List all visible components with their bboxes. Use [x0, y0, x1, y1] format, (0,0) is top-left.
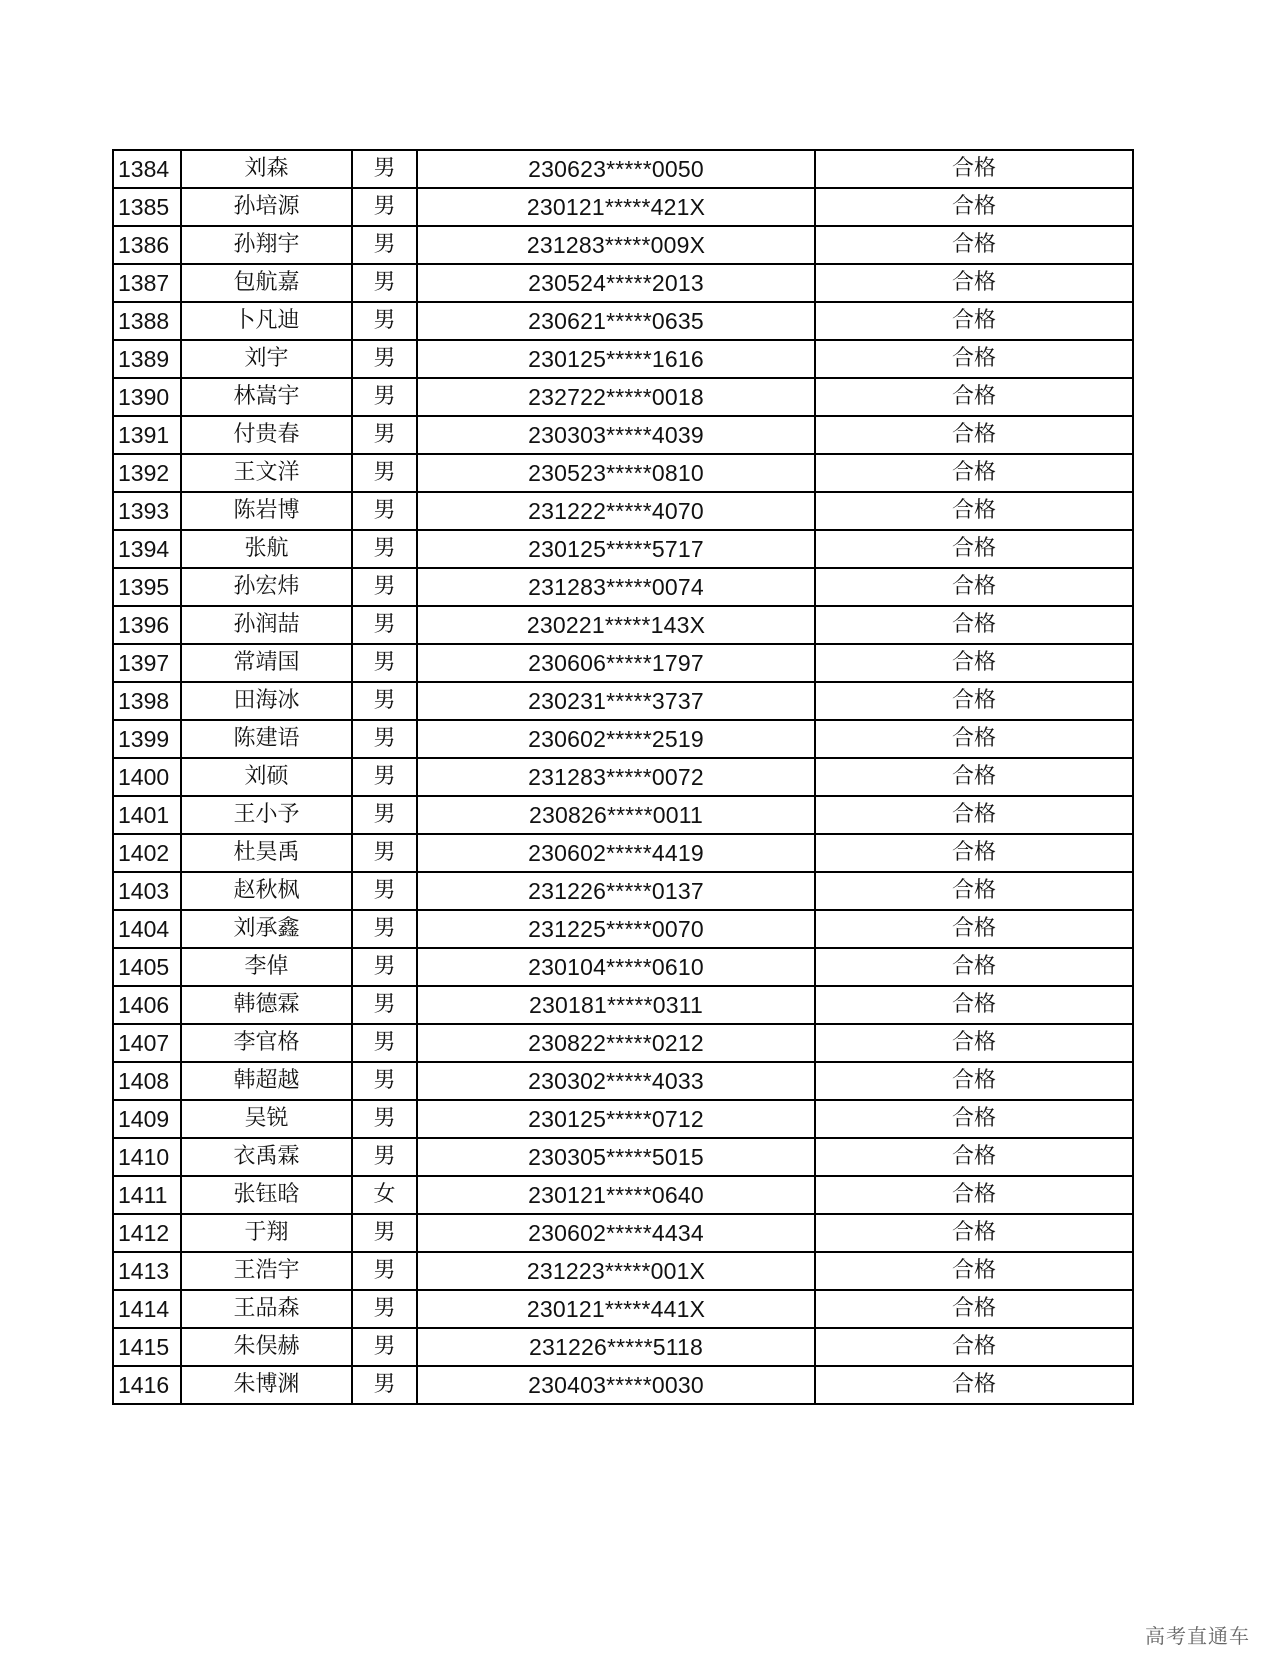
gender-cell: 男: [352, 1290, 417, 1328]
result-cell: 合格: [815, 1252, 1133, 1290]
row-number-cell: 1400: [113, 758, 181, 796]
name-cell: 刘承鑫: [181, 910, 352, 948]
table-row: [113, 302, 1133, 340]
result-cell: 合格: [815, 1290, 1133, 1328]
table-row: [113, 1366, 1133, 1404]
table-row: [113, 910, 1133, 948]
row-number-cell: 1409: [113, 1100, 181, 1138]
result-cell: 合格: [815, 1024, 1133, 1062]
gender-cell: 男: [352, 378, 417, 416]
table-row: [113, 416, 1133, 454]
gender-cell: 男: [352, 948, 417, 986]
id-number-cell: 230181*****0311: [417, 986, 815, 1024]
id-number-cell: 230121*****0640: [417, 1176, 815, 1214]
row-number-cell: 1388: [113, 302, 181, 340]
result-cell: 合格: [815, 226, 1133, 264]
table-row: [113, 1328, 1133, 1366]
row-number-cell: 1394: [113, 530, 181, 568]
row-number-cell: 1405: [113, 948, 181, 986]
table-row: [113, 720, 1133, 758]
id-number-cell: 231283*****009X: [417, 226, 815, 264]
result-cell: 合格: [815, 1328, 1133, 1366]
table-row: [113, 188, 1133, 226]
gender-cell: 男: [352, 682, 417, 720]
gender-cell: 男: [352, 1062, 417, 1100]
table-row: [113, 226, 1133, 264]
row-number-cell: 1391: [113, 416, 181, 454]
name-cell: 孙培源: [181, 188, 352, 226]
result-cell: 合格: [815, 758, 1133, 796]
id-number-cell: 231283*****0072: [417, 758, 815, 796]
watermark-text: 高考直通车: [1145, 1624, 1250, 1648]
gender-cell: 男: [352, 188, 417, 226]
name-cell: 刘宇: [181, 340, 352, 378]
result-cell: 合格: [815, 378, 1133, 416]
gender-cell: 男: [352, 150, 417, 188]
gender-cell: 男: [352, 758, 417, 796]
table-row: [113, 1252, 1133, 1290]
gender-cell: 男: [352, 1100, 417, 1138]
name-cell: 刘森: [181, 150, 352, 188]
name-cell: 王小予: [181, 796, 352, 834]
gender-cell: 女: [352, 1176, 417, 1214]
name-cell: 衣禹霖: [181, 1138, 352, 1176]
row-number-cell: 1402: [113, 834, 181, 872]
name-cell: 孙宏炜: [181, 568, 352, 606]
table-row: [113, 834, 1133, 872]
gender-cell: 男: [352, 226, 417, 264]
id-number-cell: 230621*****0635: [417, 302, 815, 340]
id-number-cell: 230104*****0610: [417, 948, 815, 986]
name-cell: 韩超越: [181, 1062, 352, 1100]
id-number-cell: 230125*****1616: [417, 340, 815, 378]
row-number-cell: 1404: [113, 910, 181, 948]
gender-cell: 男: [352, 1138, 417, 1176]
row-number-cell: 1393: [113, 492, 181, 530]
name-cell: 韩德霖: [181, 986, 352, 1024]
table-row: [113, 872, 1133, 910]
name-cell: 孙润喆: [181, 606, 352, 644]
result-cell: 合格: [815, 986, 1133, 1024]
id-number-cell: 230305*****5015: [417, 1138, 815, 1176]
result-cell: 合格: [815, 150, 1133, 188]
name-cell: 朱博渊: [181, 1366, 352, 1404]
row-number-cell: 1386: [113, 226, 181, 264]
row-number-cell: 1385: [113, 188, 181, 226]
table-row: [113, 1176, 1133, 1214]
gender-cell: 男: [352, 834, 417, 872]
row-number-cell: 1413: [113, 1252, 181, 1290]
row-number-cell: 1399: [113, 720, 181, 758]
table-row: [113, 568, 1133, 606]
table-row: [113, 1024, 1133, 1062]
result-cell: 合格: [815, 568, 1133, 606]
row-number-cell: 1401: [113, 796, 181, 834]
row-number-cell: 1408: [113, 1062, 181, 1100]
row-number-cell: 1410: [113, 1138, 181, 1176]
name-cell: 陈岩博: [181, 492, 352, 530]
gender-cell: 男: [352, 530, 417, 568]
name-cell: 杜昊禹: [181, 834, 352, 872]
name-cell: 李官格: [181, 1024, 352, 1062]
id-number-cell: 230623*****0050: [417, 150, 815, 188]
id-number-cell: 230231*****3737: [417, 682, 815, 720]
table-row: [113, 606, 1133, 644]
table-row: [113, 986, 1133, 1024]
name-cell: 常靖国: [181, 644, 352, 682]
name-cell: 刘硕: [181, 758, 352, 796]
name-cell: 王品森: [181, 1290, 352, 1328]
id-number-cell: 230826*****0011: [417, 796, 815, 834]
row-number-cell: 1384: [113, 150, 181, 188]
gender-cell: 男: [352, 340, 417, 378]
result-cell: 合格: [815, 644, 1133, 682]
table-row: [113, 1062, 1133, 1100]
row-number-cell: 1397: [113, 644, 181, 682]
row-number-cell: 1416: [113, 1366, 181, 1404]
gender-cell: 男: [352, 986, 417, 1024]
gender-cell: 男: [352, 720, 417, 758]
gender-cell: 男: [352, 264, 417, 302]
gender-cell: 男: [352, 492, 417, 530]
gender-cell: 男: [352, 606, 417, 644]
gender-cell: 男: [352, 644, 417, 682]
name-cell: 陈建语: [181, 720, 352, 758]
result-cell: 合格: [815, 1366, 1133, 1404]
name-cell: 朱俣赫: [181, 1328, 352, 1366]
row-number-cell: 1414: [113, 1290, 181, 1328]
result-cell: 合格: [815, 1100, 1133, 1138]
name-cell: 赵秋枫: [181, 872, 352, 910]
name-cell: 张钰晗: [181, 1176, 352, 1214]
row-number-cell: 1390: [113, 378, 181, 416]
row-number-cell: 1398: [113, 682, 181, 720]
gender-cell: 男: [352, 302, 417, 340]
table-row: [113, 948, 1133, 986]
gender-cell: 男: [352, 416, 417, 454]
table-row: [113, 644, 1133, 682]
id-number-cell: 230602*****4419: [417, 834, 815, 872]
id-number-cell: 231225*****0070: [417, 910, 815, 948]
id-number-cell: 230606*****1797: [417, 644, 815, 682]
table-row: [113, 378, 1133, 416]
result-cell: 合格: [815, 302, 1133, 340]
name-cell: 付贵春: [181, 416, 352, 454]
gender-cell: 男: [352, 568, 417, 606]
result-cell: 合格: [815, 948, 1133, 986]
table-row: [113, 1214, 1133, 1252]
table-row: [113, 530, 1133, 568]
table-row: [113, 340, 1133, 378]
result-cell: 合格: [815, 1138, 1133, 1176]
table-row: [113, 682, 1133, 720]
result-cell: 合格: [815, 872, 1133, 910]
table-row: [113, 1290, 1133, 1328]
id-number-cell: 231223*****001X: [417, 1252, 815, 1290]
id-number-cell: 230602*****2519: [417, 720, 815, 758]
result-cell: 合格: [815, 606, 1133, 644]
id-number-cell: 230822*****0212: [417, 1024, 815, 1062]
gender-cell: 男: [352, 872, 417, 910]
id-number-cell: 230302*****4033: [417, 1062, 815, 1100]
result-cell: 合格: [815, 720, 1133, 758]
roster-table-body: [113, 150, 1133, 1404]
row-number-cell: 1406: [113, 986, 181, 1024]
table-row: [113, 1138, 1133, 1176]
id-number-cell: 230125*****5717: [417, 530, 815, 568]
name-cell: 张航: [181, 530, 352, 568]
table-row: [113, 758, 1133, 796]
result-cell: 合格: [815, 834, 1133, 872]
result-cell: 合格: [815, 416, 1133, 454]
result-cell: 合格: [815, 492, 1133, 530]
id-number-cell: 231226*****5118: [417, 1328, 815, 1366]
id-number-cell: 230221*****143X: [417, 606, 815, 644]
gender-cell: 男: [352, 796, 417, 834]
id-number-cell: 230602*****4434: [417, 1214, 815, 1252]
gender-cell: 男: [352, 1252, 417, 1290]
name-cell: 吴锐: [181, 1100, 352, 1138]
row-number-cell: 1392: [113, 454, 181, 492]
id-number-cell: 232722*****0018: [417, 378, 815, 416]
id-number-cell: 230403*****0030: [417, 1366, 815, 1404]
row-number-cell: 1411: [113, 1176, 181, 1214]
gender-cell: 男: [352, 1328, 417, 1366]
id-number-cell: 231222*****4070: [417, 492, 815, 530]
row-number-cell: 1387: [113, 264, 181, 302]
name-cell: 王文洋: [181, 454, 352, 492]
result-cell: 合格: [815, 1176, 1133, 1214]
row-number-cell: 1395: [113, 568, 181, 606]
table-row: [113, 150, 1133, 188]
id-number-cell: 230125*****0712: [417, 1100, 815, 1138]
gender-cell: 男: [352, 1214, 417, 1252]
row-number-cell: 1389: [113, 340, 181, 378]
name-cell: 林嵩宇: [181, 378, 352, 416]
table-row: [113, 454, 1133, 492]
name-cell: 王浩宇: [181, 1252, 352, 1290]
name-cell: 卜凡迪: [181, 302, 352, 340]
id-number-cell: 231283*****0074: [417, 568, 815, 606]
gender-cell: 男: [352, 910, 417, 948]
id-number-cell: 230523*****0810: [417, 454, 815, 492]
result-cell: 合格: [815, 188, 1133, 226]
id-number-cell: 230524*****2013: [417, 264, 815, 302]
table-row: [113, 796, 1133, 834]
gender-cell: 男: [352, 1366, 417, 1404]
table-row: [113, 264, 1133, 302]
result-cell: 合格: [815, 910, 1133, 948]
id-number-cell: 231226*****0137: [417, 872, 815, 910]
result-cell: 合格: [815, 682, 1133, 720]
result-cell: 合格: [815, 1214, 1133, 1252]
name-cell: 于翔: [181, 1214, 352, 1252]
id-number-cell: 230121*****421X: [417, 188, 815, 226]
name-cell: 李倬: [181, 948, 352, 986]
result-cell: 合格: [815, 264, 1133, 302]
row-number-cell: 1403: [113, 872, 181, 910]
row-number-cell: 1396: [113, 606, 181, 644]
table-row: [113, 1100, 1133, 1138]
result-cell: 合格: [815, 796, 1133, 834]
row-number-cell: 1415: [113, 1328, 181, 1366]
roster-table: [112, 149, 1134, 1405]
name-cell: 孙翔宇: [181, 226, 352, 264]
row-number-cell: 1412: [113, 1214, 181, 1252]
name-cell: 田海冰: [181, 682, 352, 720]
id-number-cell: 230303*****4039: [417, 416, 815, 454]
row-number-cell: 1407: [113, 1024, 181, 1062]
result-cell: 合格: [815, 340, 1133, 378]
id-number-cell: 230121*****441X: [417, 1290, 815, 1328]
result-cell: 合格: [815, 1062, 1133, 1100]
table-row: [113, 492, 1133, 530]
result-cell: 合格: [815, 530, 1133, 568]
gender-cell: 男: [352, 454, 417, 492]
name-cell: 包航嘉: [181, 264, 352, 302]
result-cell: 合格: [815, 454, 1133, 492]
gender-cell: 男: [352, 1024, 417, 1062]
